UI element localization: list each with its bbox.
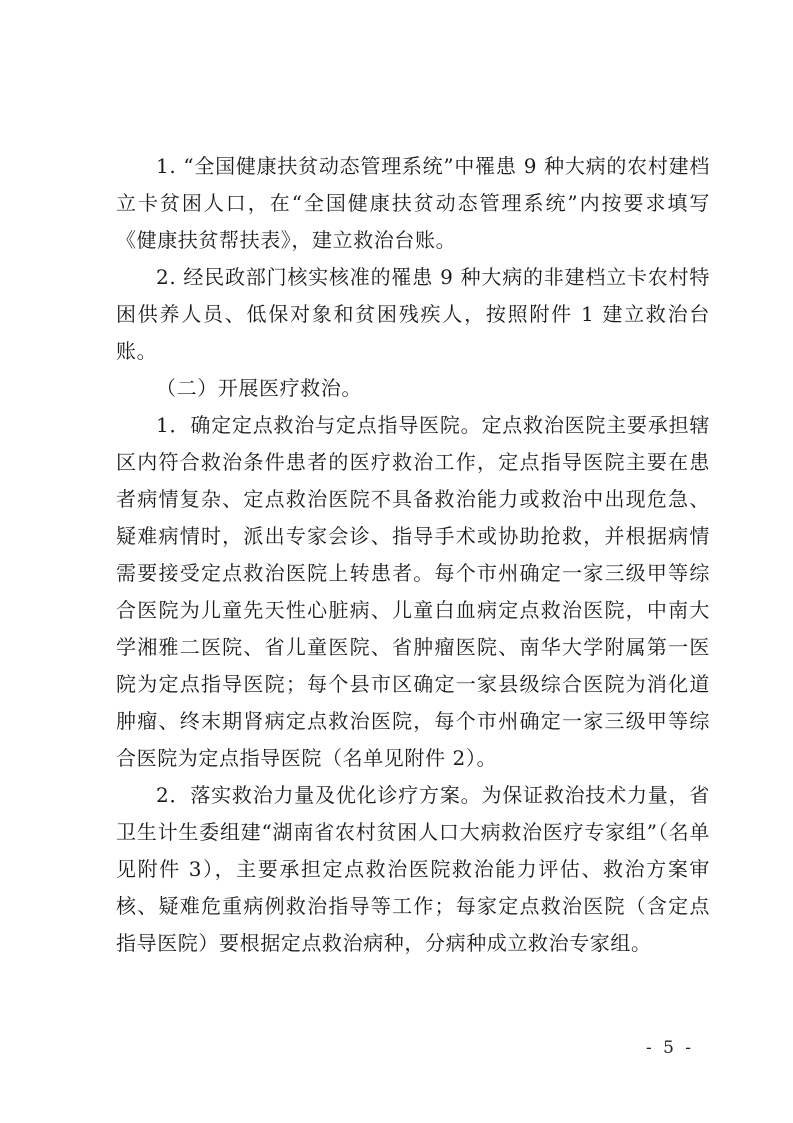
paragraph-registration-system: 1. “全国健康扶贫动态管理系统”中罹患 9 种大病的农村建档立卡贫困人口，在“全国健康扶贫动态管理系统”内按要求填写《健康扶贫帮扶表》，建立救治台账。 xyxy=(116,154,710,252)
paragraph-designated-hospitals: 1．确定定点救治与定点指导医院。定点救治医院主要承担辖区内符合救治条件患者的医疗救治工作，定点指导医院主要在患者病情复杂、定点救治医院不具备救治能力或救治中出现危急、疑难病情时，派出专家会诊、指导手术或协助抢救，并根据病情需要接受定点救治医院上转患者。每个市州确定一家三级甲等综合医院为儿童先天性心脏病、儿童白血病定点救治医院，中南大学湘雅二医院、省儿童医院、省肿瘤医院、南华大学附属第一医院为定点指导医院；每个县市区确定一家县级综合医院为消化道肿瘤、终末期肾病定点救治医院，每个市州确定一家三级甲等综合医院为定点指导医院（名单见附件 2）。 xyxy=(116,413,710,770)
page-number: - 5 - xyxy=(645,1038,695,1058)
document-body xyxy=(116,148,710,962)
paragraph-civil-affairs: 2. 经民政部门核实核准的罹患 9 种大病的非建档立卡农村特困供养人员、低保对象和贫困残疾人，按照附件 1 建立救治台账。 xyxy=(116,265,710,363)
section-heading-medical-treatment: （二）开展医疗救治。 xyxy=(156,376,362,400)
paragraph-treatment-capacity: 2．落实救治力量及优化诊疗方案。为保证救治技术力量，省卫生计生委组建“湖南省农村贫困人口大病救治医疗专家组”（名单见附件 3），主要承担定点救治医院救治能力评估、救治方案审核、疑难危重病例救治指导等工作；每家定点救治医院（含定点指导医院）要根据定点救治病种，分病种成立救治专家组。 xyxy=(116,783,710,955)
